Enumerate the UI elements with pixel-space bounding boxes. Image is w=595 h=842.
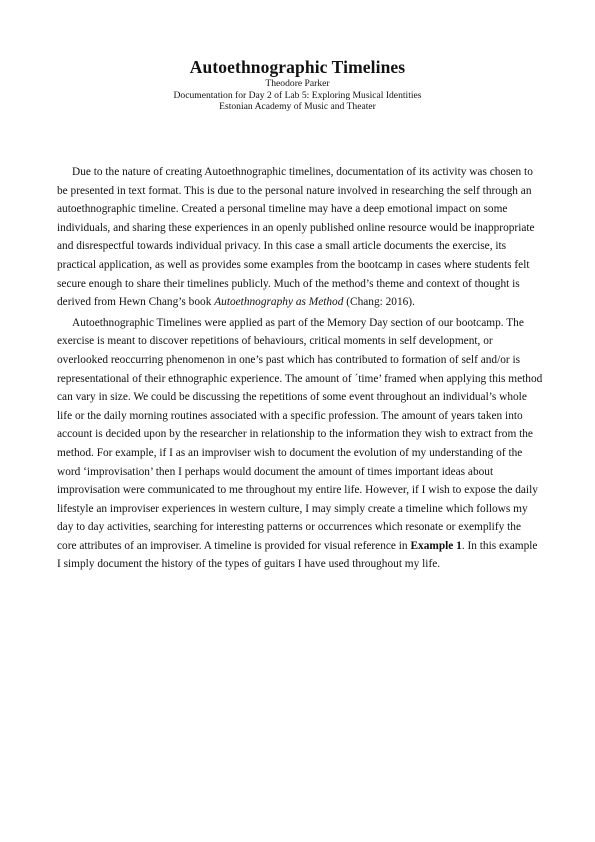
paragraph-2-text: Autoethnographic Timelines were applied as part of the Memory Day section of our bootcamp. The exercise is meant to discover repetitions of behaviours, critical moments in self development, or overlooked reoccurring phenomenon in one’s past which has contributed to formation of self and/or is representational of their ethnographic experience. The amount of ´time’ framed when applying this method can vary in size. We could be discussing the repetitions of some event throughout an individual’s whole life or the daily morning routines associated with a specific profession. The amount of years taken into account is decided upon by the researcher in relationship to the information they wish to extract from the method. For example, if I as an improviser wish to document the evolution of my understanding of the word ‘improvisation’ then I perhaps would document the amount of times important ideas about improvisation were communicated to me throughout my entire life. However, if I wish to expose the daily lifestyle an improviser experiences in western culture, I may simply create a timeline which follows my day to day activities, searching for interesting patterns or occurrences which resonate or exemplify the core attributes of an improviser. A timeline is provided for visual reference in	[57, 316, 543, 552]
example-reference: Example 1	[410, 539, 462, 552]
institution-name: Estonian Academy of Music and Theater	[219, 101, 376, 112]
paragraph-2-ending: . In this example I simply document the history of the types of guitars I have used throughout my life.	[57, 539, 538, 571]
document-subtitle: Documentation for Day 2 of Lab 5: Exploring Musical Identities	[173, 89, 422, 101]
book-title: Autoethnography as Method	[214, 296, 344, 309]
body-paragraph-2	[57, 314, 543, 574]
paragraph-1-text: Due to the nature of creating Autoethnographic timelines, documentation of its activity was chosen to be presented in text format. This is due to the personal nature involved in researching the self through an autoethnographic timeline. Created a personal timeline may have a deep emotional impact on some individuals, and sharing these experiences in an openly published online resource would be inappropriate and disrespectful towards individual privacy. In this case a small article documents the exercise, its practical application, as well as provides some examples from the bootcamp in cases where students felt secure enough to share their timelines publicly. Much of the method’s theme and context of thought is derived from Hewn Chang’s book	[57, 166, 535, 309]
document-body	[57, 163, 543, 574]
author-name: Theodore Parker	[265, 78, 330, 89]
document-title: Autoethnographic Timelines	[189, 57, 406, 77]
citation: (Chang: 2016).	[343, 296, 415, 309]
body-paragraph-1	[57, 163, 543, 312]
document-header	[0, 57, 595, 113]
